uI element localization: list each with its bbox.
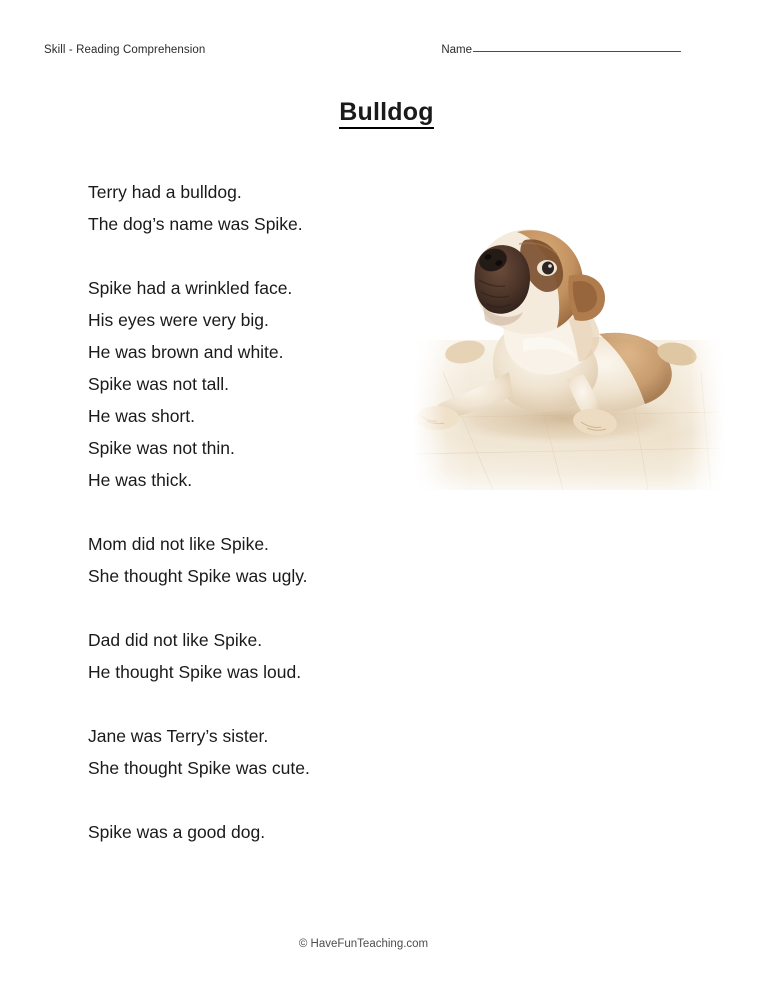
passage-line: Spike had a wrinkled face. [88,278,293,298]
passage-line: He was short. [88,406,195,426]
passage-line: Spike was not thin. [88,438,235,458]
passage-line: She thought Spike was ugly. [88,566,308,586]
passage-line: Terry had a bulldog. [88,182,242,202]
page-title-text: Bulldog [339,98,433,129]
worksheet-header [44,44,729,64]
skill-label: Skill - Reading Comprehension [44,44,206,56]
footer-copyright [0,938,773,950]
passage-line: Dad did not like Spike. [88,630,263,650]
name-write-in-line[interactable] [473,50,681,52]
passage-line: His eyes were very big. [88,310,269,330]
footer-copyright-text: © HaveFunTeaching.com [298,938,429,950]
passage-line: He was brown and white. [88,342,284,362]
passage-line: He thought Spike was loud. [88,662,302,682]
passage-stanza [88,272,418,496]
passage-line: Mom did not like Spike. [88,534,269,554]
name-label: Name [441,44,472,56]
passage-stanza [88,816,418,848]
passage-stanza [88,176,418,240]
passage-line: The dog’s name was Spike. [88,214,303,234]
bulldog-illustration [413,222,725,512]
passage-line: He was thick. [88,470,193,490]
passage-stanza [88,720,418,784]
passage-line: Jane was Terry’s sister. [88,726,269,746]
name-field-group [441,44,681,56]
passage-line: She thought Spike was cute. [88,758,310,778]
passage-line: Spike was not tall. [88,374,230,394]
page-title [0,98,773,127]
passage-line: Spike was a good dog. [88,822,266,842]
bulldog-photo [413,222,725,512]
passage-stanza [88,624,418,688]
passage-stanza [88,528,418,592]
reading-passage [88,176,418,880]
